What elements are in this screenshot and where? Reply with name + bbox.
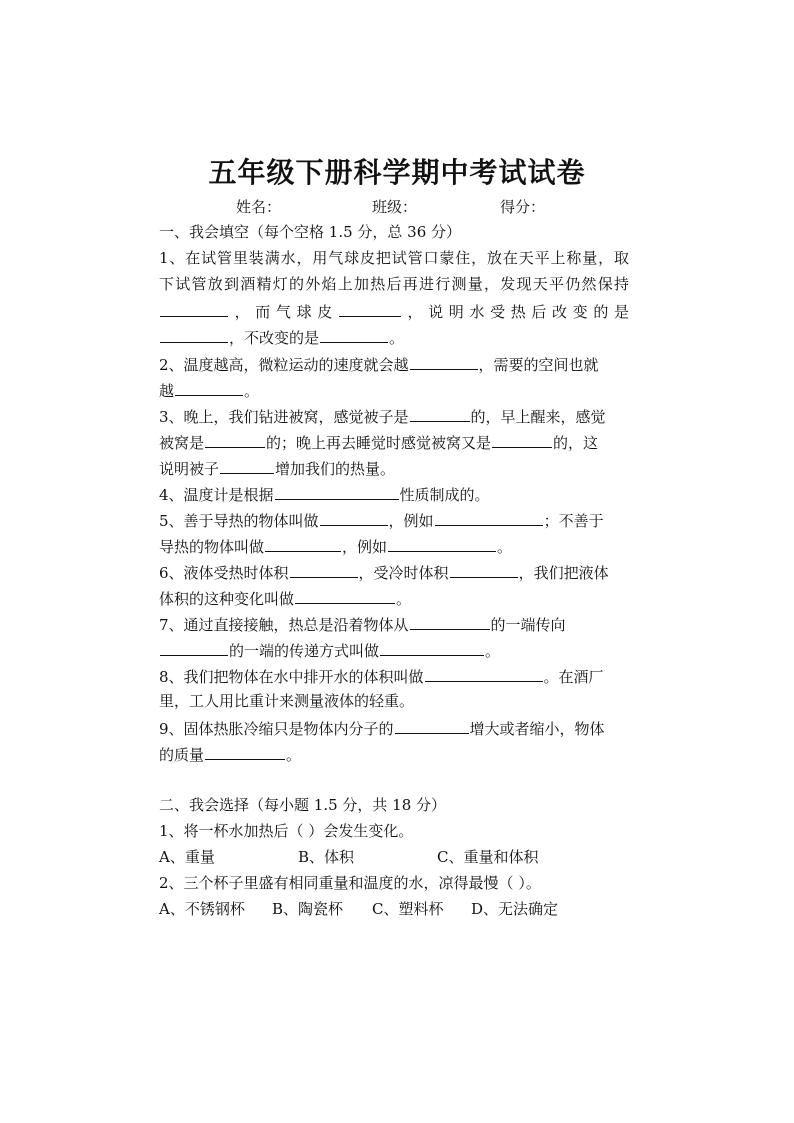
choice-q1-option-a[interactable]: A、重量 (159, 848, 215, 866)
q1-line1: 1、在试管里装满水，用气球皮把试管口蒙住，放在天平上称量，取 (159, 249, 629, 267)
blank[interactable] (205, 743, 285, 760)
choice-q2-option-b[interactable]: B、陶瓷杯 (272, 900, 344, 918)
blank[interactable] (435, 509, 543, 526)
choice-q1-option-c[interactable]: C、重量和体积 (437, 848, 539, 866)
blank[interactable] (410, 353, 478, 370)
q7-line1: 7、通过直接接触，热总是沿着物体从 的一端传向 (159, 613, 629, 635)
choice-q2-option-a[interactable]: A、不锈钢杯 (159, 900, 245, 918)
blank[interactable] (160, 300, 228, 317)
name-label: 姓名： (236, 198, 282, 216)
q7-line2: 的一端的传递方式叫做 。 (159, 639, 629, 661)
blank[interactable] (450, 561, 518, 578)
section2-heading: 二、我会选择（每小题 1.5 分，共 18 分） (159, 796, 447, 814)
q8-line1: 8、我们把物体在水中排开水的体积叫做 。在酒厂 (159, 665, 629, 687)
q2-line1: 2、温度越高，微粒运动的速度就会越 ，需要的空间也就 (159, 353, 629, 375)
q3-line2: 被窝是 的；晚上再去睡觉时感觉被窝又是 的，这 (159, 431, 629, 453)
blank[interactable] (160, 326, 228, 343)
q1-line4: ，不改变的是 。 (159, 326, 629, 348)
q6-line2: 体积的这种变化叫做 。 (159, 587, 629, 609)
blank[interactable] (160, 639, 228, 656)
q5-line1: 5、善于导热的物体叫做 ，例如 ；不善于 (159, 509, 629, 531)
blank[interactable] (320, 326, 388, 343)
q9-line1: 9、固体热胀冷缩只是物体内分子的 增大或者缩小，物体 (159, 717, 629, 739)
blank[interactable] (290, 561, 358, 578)
blank[interactable] (492, 431, 552, 448)
choice-q2-option-c[interactable]: C、塑料杯 (372, 900, 444, 918)
blank[interactable] (410, 613, 490, 630)
q6-line1: 6、液体受热时体积 ，受冷时体积 ，我们把液体 (159, 561, 629, 583)
score-label: 得分： (500, 198, 546, 216)
blank[interactable] (265, 535, 341, 552)
blank[interactable] (220, 457, 274, 474)
page-title: 五年级下册科学期中考试试卷 (208, 156, 586, 189)
blank[interactable] (425, 665, 543, 682)
blank[interactable] (395, 717, 469, 734)
blank[interactable] (380, 639, 484, 656)
section1-heading: 一、我会填空（每个空格 1.5 分，总 36 分） (159, 223, 462, 241)
class-label: 班级： (372, 198, 418, 216)
q4-line1: 4、温度计是根据 性质制成的。 (159, 483, 629, 505)
q1-line2: 下试管放到酒精灯的外焰上加热后再进行测量，发现天平仍然保持 (159, 275, 629, 293)
blank[interactable] (320, 509, 388, 526)
q8-line2: 里，工人用比重计来测量液体的轻重。 (159, 692, 415, 710)
q2-line2: 越 。 (159, 379, 629, 401)
choice-q2-option-d[interactable]: D、无法确定 (471, 900, 559, 918)
choice-q1-text: 1、将一杯水加热后（ ）会发生变化。 (159, 822, 414, 840)
q5-line2: 导热的物体叫做 ，例如 。 (159, 535, 629, 557)
blank[interactable] (388, 535, 496, 552)
blank[interactable] (205, 431, 265, 448)
choice-q1-option-b[interactable]: B、体积 (298, 848, 355, 866)
blank[interactable] (410, 405, 470, 422)
q1-line3: ，而气球皮 ，说明水受热后改变的是 (159, 300, 629, 322)
blank[interactable] (275, 483, 399, 500)
blank[interactable] (175, 379, 243, 396)
blank[interactable] (339, 300, 401, 317)
q9-line2: 的质量 。 (159, 743, 629, 765)
blank[interactable] (295, 587, 395, 604)
choice-q2-text: 2、三个杯子里盛有相同重量和温度的水，凉得最慢（ ）。 (159, 874, 541, 892)
q3-line1: 3、晚上，我们钻进被窝，感觉被子是 的，早上醒来，感觉 (159, 405, 629, 427)
q3-line3: 说明被子 增加我们的热量。 (159, 457, 629, 479)
